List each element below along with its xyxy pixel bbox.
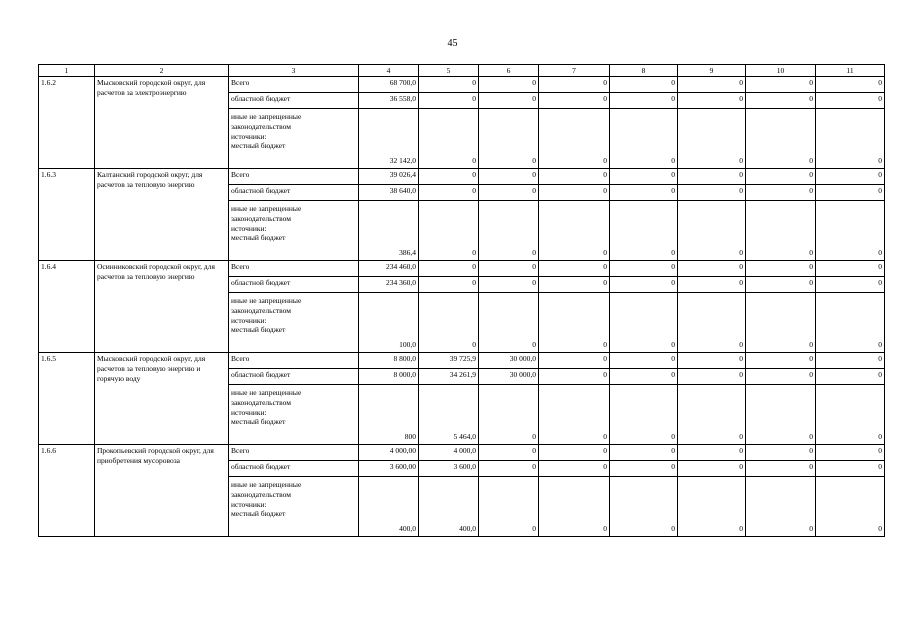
value-cell: 0	[678, 169, 746, 185]
value-cell: 0	[419, 201, 479, 261]
other-sources-label: источники:	[231, 499, 267, 509]
other-sources-label: источники:	[231, 315, 267, 325]
value-cell: 0	[539, 353, 610, 369]
header-cell: 8	[610, 65, 678, 77]
value-cell: 0	[539, 169, 610, 185]
value-cell: 8 000,0	[359, 369, 419, 385]
item-name-cell: Калтанский городской округ, для расчетов за тепловую энергию	[95, 169, 229, 261]
value-cell: 400,0	[359, 477, 419, 537]
value-cell: 0	[610, 77, 678, 93]
header-cell: 10	[746, 65, 816, 77]
other-sources-label: законодательством	[231, 121, 292, 131]
source-label-regional: областной бюджет	[229, 93, 359, 109]
value-cell: 0	[678, 109, 746, 169]
header-cell: 6	[479, 65, 539, 77]
value-cell: 0	[746, 77, 816, 93]
header-cell: 9	[678, 65, 746, 77]
source-label-regional: областной бюджет	[229, 369, 359, 385]
value-cell: 4 000,0	[419, 445, 479, 461]
value-cell: 0	[539, 277, 610, 293]
source-label-total: Всего	[229, 77, 359, 93]
value-cell: 0	[539, 461, 610, 477]
header-cell: 3	[229, 65, 359, 77]
other-sources-label: источники:	[231, 131, 267, 141]
other-sources-label: законодательством	[231, 305, 292, 315]
value-cell: 0	[816, 93, 885, 109]
value-cell: 0	[678, 201, 746, 261]
value-cell: 0	[479, 77, 539, 93]
value-cell: 0	[746, 261, 816, 277]
value-cell: 0	[816, 201, 885, 261]
value-cell: 0	[479, 477, 539, 537]
value-cell: 4 000,00	[359, 445, 419, 461]
value-cell: 0	[816, 385, 885, 445]
value-cell: 0	[539, 369, 610, 385]
value-cell: 0	[539, 201, 610, 261]
local-budget-label: местный бюджет	[231, 417, 286, 427]
item-name-cell: Мысковский городской округ, для расчетов за электроэнергию	[95, 77, 229, 169]
value-cell: 0	[419, 293, 479, 353]
value-cell: 0	[678, 369, 746, 385]
value-cell: 0	[479, 201, 539, 261]
budget-table	[38, 64, 885, 537]
value-cell: 0	[419, 261, 479, 277]
value-cell: 0	[479, 461, 539, 477]
item-name-cell: Осинниковский городской округ, для расчетов за тепловую энергию	[95, 261, 229, 353]
value-cell: 0	[746, 369, 816, 385]
value-cell: 0	[746, 277, 816, 293]
value-cell: 0	[610, 169, 678, 185]
value-cell: 0	[816, 109, 885, 169]
value-cell: 0	[746, 445, 816, 461]
header-cell: 11	[816, 65, 885, 77]
other-sources-label: иные не запрещенные	[231, 480, 302, 489]
value-cell: 0	[419, 77, 479, 93]
value-cell: 0	[746, 169, 816, 185]
value-cell: 0	[816, 445, 885, 461]
value-cell: 0	[678, 93, 746, 109]
value-cell: 0	[816, 277, 885, 293]
value-cell: 0	[419, 185, 479, 201]
value-cell: 0	[479, 185, 539, 201]
value-cell: 0	[678, 293, 746, 353]
value-cell: 0	[610, 369, 678, 385]
source-label-regional: областной бюджет	[229, 277, 359, 293]
item-code-cell: 1.6.4	[39, 261, 95, 353]
value-cell: 0	[678, 277, 746, 293]
value-cell: 0	[816, 261, 885, 277]
value-cell: 0	[419, 277, 479, 293]
item-code-cell: 1.6.2	[39, 77, 95, 169]
value-cell: 0	[610, 353, 678, 369]
value-cell: 0	[479, 293, 539, 353]
item-name-cell: Прокопьевский городской округ, для приобретения мусоровоза	[95, 445, 229, 537]
header-cell: 2	[95, 65, 229, 77]
value-cell: 0	[816, 461, 885, 477]
value-cell: 0	[816, 353, 885, 369]
value-cell: 0	[746, 201, 816, 261]
value-cell: 0	[678, 445, 746, 461]
table-row-total	[39, 353, 885, 369]
value-cell: 0	[539, 445, 610, 461]
header-row	[39, 65, 885, 77]
source-label-total: Всего	[229, 261, 359, 277]
value-cell: 234 460,0	[359, 261, 419, 277]
value-cell: 0	[610, 185, 678, 201]
other-sources-label: законодательством	[231, 213, 292, 223]
value-cell: 0	[539, 261, 610, 277]
item-name-cell: Мысковский городской округ, для расчетов за тепловую энергию и горячую воду	[95, 353, 229, 445]
value-cell: 0	[678, 461, 746, 477]
value-cell: 0	[678, 477, 746, 537]
table-row-total	[39, 261, 885, 277]
value-cell: 0	[610, 93, 678, 109]
value-cell: 39 725,9	[419, 353, 479, 369]
header-cell: 4	[359, 65, 419, 77]
value-cell: 3 600,0	[419, 461, 479, 477]
page-number: 45	[447, 38, 458, 49]
value-cell: 0	[539, 293, 610, 353]
value-cell: 0	[746, 353, 816, 369]
value-cell: 0	[610, 385, 678, 445]
value-cell: 0	[610, 261, 678, 277]
source-label-total: Всего	[229, 445, 359, 461]
value-cell: 386,4	[359, 201, 419, 261]
source-label-total: Всего	[229, 169, 359, 185]
value-cell: 0	[678, 185, 746, 201]
value-cell: 0	[539, 93, 610, 109]
source-label-other	[229, 477, 359, 537]
value-cell: 32 142,0	[359, 109, 419, 169]
value-cell: 0	[479, 385, 539, 445]
value-cell: 800	[359, 385, 419, 445]
other-sources-label: источники:	[231, 223, 267, 233]
value-cell: 400,0	[419, 477, 479, 537]
value-cell: 0	[419, 109, 479, 169]
value-cell: 0	[610, 461, 678, 477]
value-cell: 0	[816, 169, 885, 185]
other-sources-label: законодательством	[231, 489, 292, 499]
value-cell: 0	[479, 93, 539, 109]
value-cell: 234 360,0	[359, 277, 419, 293]
source-label-regional: областной бюджет	[229, 461, 359, 477]
local-budget-label: местный бюджет	[231, 141, 286, 151]
table-row-total	[39, 445, 885, 461]
source-label-other	[229, 109, 359, 169]
other-sources-label: иные не запрещенные	[231, 204, 302, 213]
value-cell: 0	[678, 261, 746, 277]
value-cell: 0	[479, 261, 539, 277]
value-cell: 30 000,0	[479, 353, 539, 369]
value-cell: 0	[610, 445, 678, 461]
source-label-other	[229, 201, 359, 261]
value-cell: 0	[479, 445, 539, 461]
source-label-regional: областной бюджет	[229, 185, 359, 201]
value-cell: 5 464,0	[419, 385, 479, 445]
header-cell: 7	[539, 65, 610, 77]
item-code-cell: 1.6.6	[39, 445, 95, 537]
value-cell: 68 700,0	[359, 77, 419, 93]
value-cell: 0	[678, 77, 746, 93]
value-cell: 0	[746, 185, 816, 201]
value-cell: 0	[746, 385, 816, 445]
value-cell: 0	[539, 109, 610, 169]
value-cell: 3 600,00	[359, 461, 419, 477]
value-cell: 0	[746, 109, 816, 169]
value-cell: 0	[539, 385, 610, 445]
value-cell: 100,0	[359, 293, 419, 353]
local-budget-label: местный бюджет	[231, 233, 286, 243]
value-cell: 0	[610, 109, 678, 169]
value-cell: 39 026,4	[359, 169, 419, 185]
value-cell: 30 000,0	[479, 369, 539, 385]
value-cell: 0	[539, 185, 610, 201]
value-cell: 0	[419, 169, 479, 185]
table-row-total	[39, 77, 885, 93]
value-cell: 0	[746, 477, 816, 537]
value-cell: 0	[746, 93, 816, 109]
value-cell: 0	[479, 109, 539, 169]
value-cell: 0	[610, 477, 678, 537]
other-sources-label: законодательством	[231, 397, 292, 407]
value-cell: 8 800,0	[359, 353, 419, 369]
value-cell: 0	[816, 77, 885, 93]
value-cell: 0	[539, 77, 610, 93]
header-cell: 5	[419, 65, 479, 77]
local-budget-label: местный бюджет	[231, 325, 286, 335]
other-sources-label: иные не запрещенные	[231, 112, 302, 121]
value-cell: 0	[816, 293, 885, 353]
other-sources-label: иные не запрещенные	[231, 296, 302, 305]
value-cell: 36 558,0	[359, 93, 419, 109]
value-cell: 0	[746, 461, 816, 477]
value-cell: 0	[610, 277, 678, 293]
value-cell: 0	[678, 353, 746, 369]
source-label-other	[229, 385, 359, 445]
source-label-total: Всего	[229, 353, 359, 369]
value-cell: 0	[816, 185, 885, 201]
value-cell: 0	[746, 293, 816, 353]
value-cell: 0	[678, 385, 746, 445]
item-code-cell: 1.6.3	[39, 169, 95, 261]
value-cell: 0	[479, 169, 539, 185]
other-sources-label: источники:	[231, 407, 267, 417]
header-cell: 1	[39, 65, 95, 77]
table-row-total	[39, 169, 885, 185]
value-cell: 0	[610, 293, 678, 353]
value-cell: 0	[816, 477, 885, 537]
value-cell: 0	[419, 93, 479, 109]
value-cell: 0	[479, 277, 539, 293]
source-label-other	[229, 293, 359, 353]
value-cell: 38 640,0	[359, 185, 419, 201]
value-cell: 0	[539, 477, 610, 537]
other-sources-label: иные не запрещенные	[231, 388, 302, 397]
value-cell: 0	[816, 369, 885, 385]
value-cell: 34 261,9	[419, 369, 479, 385]
local-budget-label: местный бюджет	[231, 509, 286, 519]
item-code-cell: 1.6.5	[39, 353, 95, 445]
value-cell: 0	[610, 201, 678, 261]
